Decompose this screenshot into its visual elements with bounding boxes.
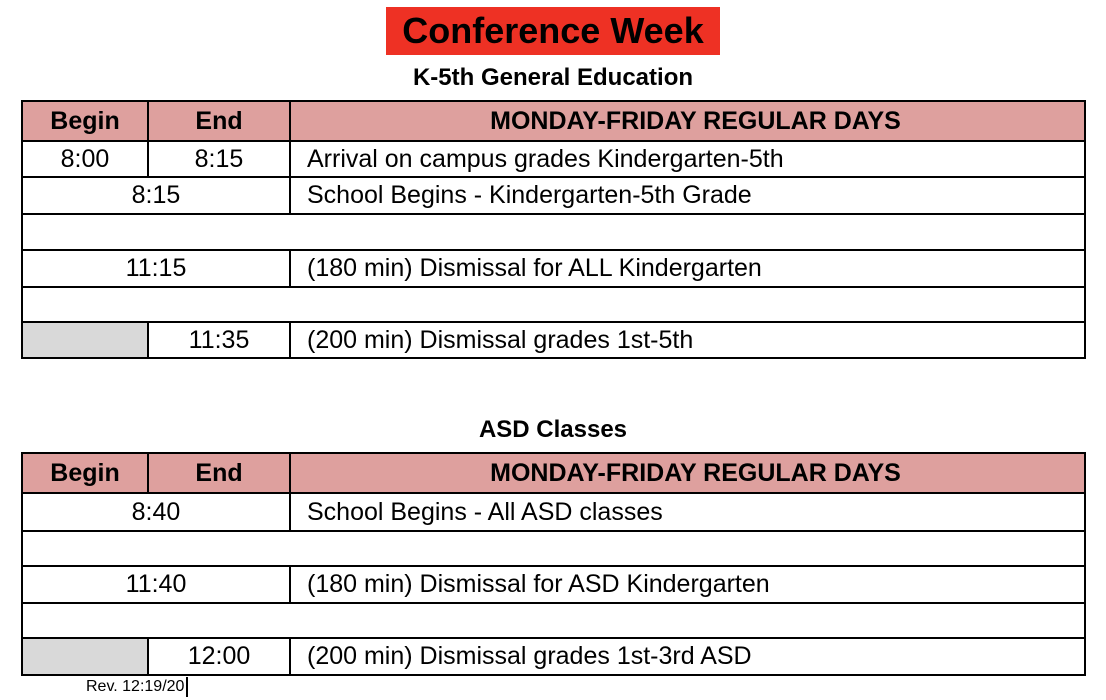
description-cell: School Begins - All ASD classes bbox=[290, 493, 1085, 531]
table-row bbox=[22, 566, 1085, 603]
begin-time-cell-shaded bbox=[22, 638, 148, 675]
end-time-cell: 12:00 bbox=[148, 638, 290, 675]
description-cell: (180 min) Dismissal for ASD Kindergarten bbox=[290, 566, 1085, 603]
blank-row bbox=[22, 287, 1085, 322]
description-cell: Arrival on campus grades Kindergarten-5th bbox=[290, 141, 1085, 177]
begin-time-cell-shaded bbox=[22, 322, 148, 358]
blank-row bbox=[22, 214, 1085, 250]
blank-cell bbox=[22, 531, 1085, 566]
revision-note: Rev. 12:19/20 bbox=[86, 677, 188, 697]
description-cell: (200 min) Dismissal grades 1st-3rd ASD bbox=[290, 638, 1085, 675]
begin-column-header: Begin bbox=[22, 101, 148, 141]
table-row bbox=[22, 493, 1085, 531]
table-row bbox=[22, 177, 1085, 214]
blank-row bbox=[22, 531, 1085, 566]
schedule-table-asd bbox=[21, 452, 1086, 676]
end-column-header: End bbox=[148, 453, 290, 493]
blank-row bbox=[22, 603, 1085, 638]
end-column-header: End bbox=[148, 101, 290, 141]
blank-cell bbox=[22, 214, 1085, 250]
time-cell: 11:40 bbox=[22, 566, 290, 603]
table-row bbox=[22, 322, 1085, 358]
table-header-row bbox=[22, 101, 1085, 141]
blank-cell bbox=[22, 603, 1085, 638]
page-title: Conference Week bbox=[386, 7, 720, 55]
table-header-row bbox=[22, 453, 1085, 493]
table-row bbox=[22, 141, 1085, 177]
blank-cell bbox=[22, 287, 1085, 322]
table-row bbox=[22, 638, 1085, 675]
time-cell: 11:15 bbox=[22, 250, 290, 287]
description-cell: School Begins - Kindergarten-5th Grade bbox=[290, 177, 1085, 214]
description-column-header: MONDAY-FRIDAY REGULAR DAYS bbox=[290, 453, 1085, 493]
end-time-cell: 11:35 bbox=[148, 322, 290, 358]
table-row bbox=[22, 250, 1085, 287]
description-cell: (200 min) Dismissal grades 1st-5th bbox=[290, 322, 1085, 358]
begin-column-header: Begin bbox=[22, 453, 148, 493]
begin-time-cell: 8:00 bbox=[22, 141, 148, 177]
end-time-cell: 8:15 bbox=[148, 141, 290, 177]
section-heading-asd: ASD Classes bbox=[478, 416, 628, 443]
schedule-table-general-ed bbox=[21, 100, 1086, 359]
description-cell: (180 min) Dismissal for ALL Kindergarten bbox=[290, 250, 1085, 287]
time-cell: 8:40 bbox=[22, 493, 290, 531]
time-cell: 8:15 bbox=[22, 177, 290, 214]
section-heading-general-ed: K-5th General Education bbox=[412, 64, 694, 91]
description-column-header: MONDAY-FRIDAY REGULAR DAYS bbox=[290, 101, 1085, 141]
